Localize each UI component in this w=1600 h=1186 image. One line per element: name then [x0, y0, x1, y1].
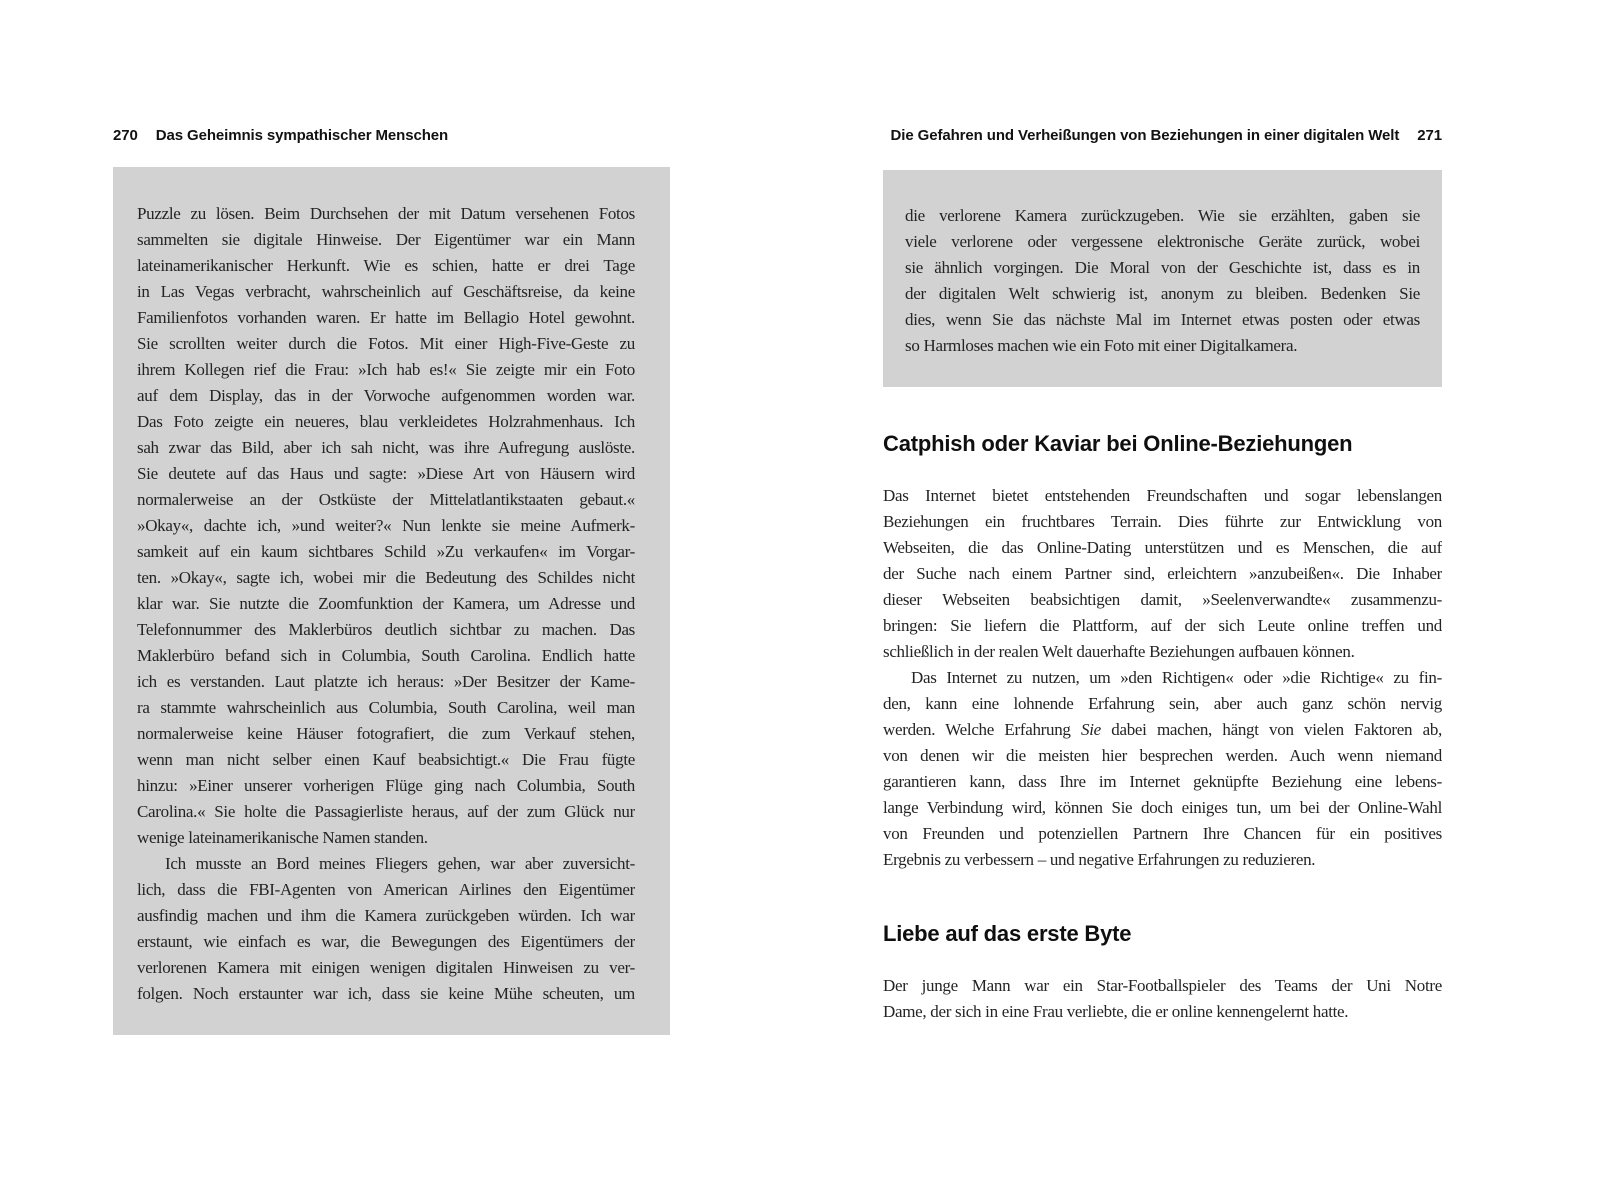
text-line: sah zwar das Bild, aber ich sah nicht, was ihre Aufregung auslöste. — [137, 438, 635, 457]
text-line: Sie deutete auf das Haus und sagte: »Diese Art von Häusern wird — [137, 464, 635, 483]
text-line: Ich musste an Bord meines Fliegers gehen, war aber zuversicht- — [165, 854, 635, 873]
text-line: hinzu: »Einer unserer vorherigen Flüge ging nach Columbia, South — [137, 776, 635, 795]
text-line: garantieren kann, dass Ihre im Internet geknüpfte Beziehung eine lebens- — [883, 772, 1442, 791]
text-line: ten. »Okay«, sagte ich, wobei mir die Bedeutung des Schildes nicht — [137, 568, 635, 587]
text-line: Maklerbüro befand sich in Columbia, South Carolina. Endlich hatte — [137, 646, 635, 665]
text-line: von Freunden und potenziellen Partnern Ihre Chancen für ein positives — [883, 824, 1442, 843]
text-line: den, kann eine lohnende Erfahrung sein, aber auch ganz schön nervig — [883, 694, 1442, 713]
text-line: normalerweise an der Ostküste der Mittelatlantikstaaten gebaut.« — [137, 490, 635, 509]
text-line: wenige lateinamerikanische Namen standen. — [137, 828, 428, 847]
text-line: Puzzle zu lösen. Beim Durchsehen der mit Datum versehenen Fotos — [137, 204, 635, 223]
text-line: die verlorene Kamera zurückzugeben. Wie sie erzählten, gaben sie — [905, 206, 1420, 225]
text-line: wenn man nicht selber einen Kauf beabsichtigt.« Die Frau fügte — [137, 750, 635, 769]
text-line: auf dem Display, das in der Vorwoche aufgenommen worden war. — [137, 386, 635, 405]
text-line: Dame, der sich in eine Frau verliebte, die er online kennengelernt hatte. — [883, 1002, 1349, 1021]
right-page-number: 271 — [1417, 127, 1442, 144]
text-line: der digitalen Welt schwierig ist, anonym zu bleiben. Bedenken Sie — [905, 284, 1420, 303]
text-line: Der junge Mann war ein Star-Footballspieler des Teams der Uni Notre — [883, 976, 1442, 995]
text-line: lateinamerikanischer Herkunft. Wie es schien, hatte er drei Tage — [137, 256, 635, 275]
text-line: ra stammte wahrscheinlich aus Columbia, South Carolina, weil man — [137, 698, 635, 717]
text-line: ausfindig machen und ihm die Kamera zurückgeben würden. Ich war — [137, 906, 635, 925]
text-line: bringen: Sie liefern die Plattform, auf der sich Leute online treffen und — [883, 616, 1442, 635]
text-line: klar war. Sie nutzte die Zoomfunktion der Kamera, um Adresse und — [137, 594, 635, 613]
right-excerpt-text — [905, 203, 1420, 359]
text-line: »Okay«, dachte ich, »und weiter?« Nun lenkte sie meine Aufmerk- — [137, 516, 635, 535]
section2-body — [883, 973, 1442, 1025]
text-line: Das Internet zu nutzen, um »den Richtigen« oder »die Richtige« zu fin- — [911, 668, 1442, 687]
text-line: erstaunt, wie einfach es war, die Bewegungen des Eigentümers der — [137, 932, 635, 951]
text-line: Familienfotos vorhanden waren. Er hatte im Bellagio Hotel gewohnt. — [137, 308, 635, 327]
left-running-title: Das Geheimnis sympathischer Menschen — [155, 127, 449, 144]
text-line: dieser Webseiten beabsichtigen damit, »Seelenverwandte« zusammenzu- — [883, 590, 1442, 609]
section1-body — [883, 483, 1442, 873]
text-line: Beziehungen ein fruchtbares Terrain. Dies führte zur Entwicklung von — [883, 512, 1442, 531]
text-line: Webseiten, die das Online-Dating unterstützen und es Menschen, die auf — [883, 538, 1442, 557]
text-line: so Harmloses machen wie ein Foto mit einer Digitalkamera. — [905, 336, 1298, 355]
text-line: von denen wir die meisten hier besprechen werden. Auch wenn niemand — [883, 746, 1442, 765]
text-line: samkeit auf ein kaum sichtbares Schild »Zu verkaufen« im Vorgar- — [137, 542, 635, 561]
left-excerpt-text — [137, 201, 635, 1007]
section-heading-liebe: Liebe auf das erste Byte — [883, 921, 1132, 946]
text-line: in Las Vegas verbracht, wahrscheinlich auf Geschäftsreise, da keine — [137, 282, 635, 301]
right-running-head — [891, 127, 1442, 145]
text-line: Das Foto zeigte ein neueres, blau verkleidetes Holzrahmenhaus. Ich — [137, 412, 635, 431]
left-running-head — [113, 127, 448, 145]
right-excerpt-block — [883, 170, 1442, 387]
text-line: ihrem Kollegen rief die Frau: »Ich hab es!« Sie zeigte mir ein Foto — [137, 360, 635, 379]
text-line: Ergebnis zu verbessern – und negative Erfahrungen zu reduzieren. — [883, 850, 1316, 869]
text-line: sie ähnlich vorgingen. Die Moral von der Geschichte ist, dass es in — [905, 258, 1420, 277]
text-line: Telefonnummer des Maklerbüros deutlich sichtbar zu machen. Das — [137, 620, 635, 639]
text-line: verlorenen Kamera mit einigen wenigen digitalen Hinweisen zu ver- — [137, 958, 635, 977]
text-line: folgen. Noch erstaunter war ich, dass sie keine Mühe scheuten, um — [137, 984, 635, 1003]
text-line: normalerweise keine Häuser fotografiert, die zum Verkauf stehen, — [137, 724, 635, 743]
text-line: dies, wenn Sie das nächste Mal im Internet etwas posten oder etwas — [905, 310, 1420, 329]
text-line: Sie scrollten weiter durch die Fotos. Mit einer High-Five-Geste zu — [137, 334, 635, 353]
text-line: schließlich in der realen Welt dauerhafte Beziehungen aufbauen können. — [883, 642, 1355, 661]
text-line: der Suche nach einem Partner sind, erleichtern »anzubeißen«. Die Inhaber — [883, 564, 1442, 583]
text-line: Carolina.« Sie holte die Passagierliste heraus, auf der zum Glück nur — [137, 802, 635, 821]
text-line: sammelten sie digitale Hinweise. Der Eigentümer war ein Mann — [137, 230, 635, 249]
text-line: werden. Welche Erfahrung Sie dabei machen, hängt von vielen Faktoren ab, — [883, 720, 1442, 739]
text-line: lich, dass die FBI-Agenten von American Airlines den Eigentümer — [137, 880, 635, 899]
text-line: viele verlorene oder vergessene elektronische Geräte zurück, wobei — [905, 232, 1420, 251]
left-page-number: 270 — [113, 127, 138, 144]
text-line: ich es verstanden. Laut platzte ich heraus: »Der Besitzer der Kame- — [137, 672, 635, 691]
text-line: Das Internet bietet entstehenden Freundschaften und sogar lebenslangen — [883, 486, 1442, 505]
right-running-title: Die Gefahren und Verheißungen von Beziehungen in einer digitalen Welt — [890, 127, 1400, 144]
left-excerpt-block — [113, 167, 670, 1035]
text-line: lange Verbindung wird, können Sie doch einiges tun, um bei der Online-Wahl — [883, 798, 1442, 817]
section-heading-catphish: Catphish oder Kaviar bei Online-Beziehungen — [883, 431, 1353, 456]
